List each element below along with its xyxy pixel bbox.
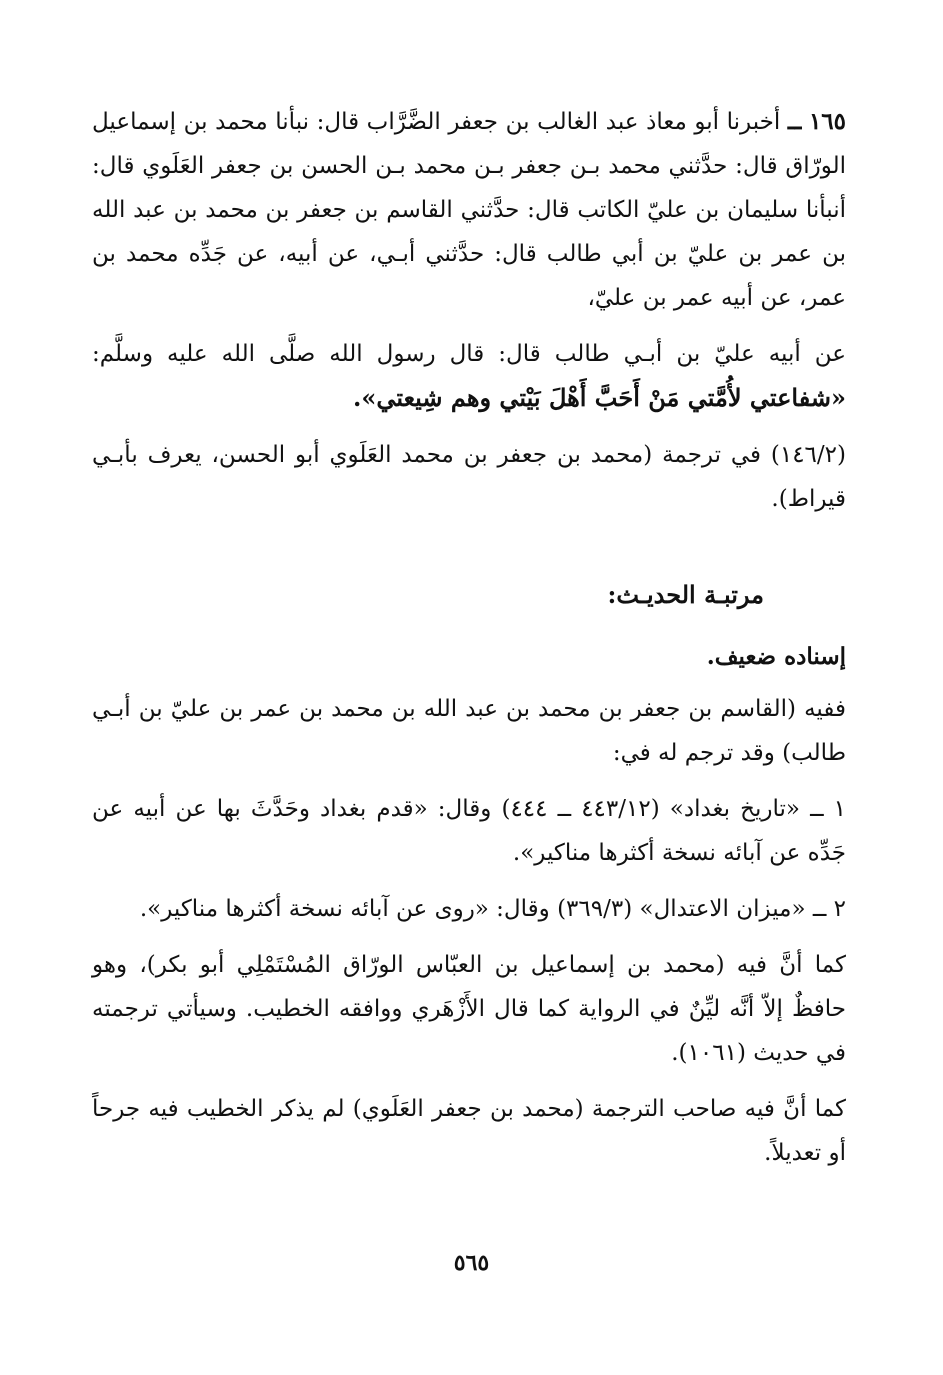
analysis-paragraph: كما أنَّ فيه (محمد بن إسماعيل بن العبّاس الورّاق المُسْتَمْلِي أبو بكر)، وهو حافظٌ إلاّ أنَّه ليِّنٌ في الرواية كما قال الأَزْهَري ووافقه الخطيب. وسيأتي ترجمته في حديث (١٠٦١). — [92, 952, 846, 1066]
hadith-chain-text: أخبرنا أبو معاذ عبد الغالب بن جعفر الضَّرَّاب قال: نبأنا محمد بن إسماعيل الورّاق قال: حدَّثني محمد بـن جعفر بـن محمد بـن الحسن بن جعفر العَلَوي قال: أنبأنا سليمان بن عليّ الكاتب قال: حدَّثني القاسم بن جعفر بن محمد بن عبد الله بن عمر بن عليّ بن أبي طالب قال: حدَّثني أبـي، عن أبيه، عن جَدِّه محمد بن عمر، عن أبيه عمر بن عليّ، — [92, 109, 846, 311]
hadith-grade: إسناده ضعيف. — [706, 643, 846, 670]
hadith-source-reference — [92, 433, 846, 521]
hadith-number: ١٦٥ — [808, 108, 846, 135]
hadith-matn-intro: عن أبيه عليّ بن أبـي طالب قال: قال رسول الله صلَّى الله عليه وسلَّم: — [92, 341, 846, 367]
source-reference-text: (١٤٦/٢) في ترجمة (محمد بن جعفر بن محمد العَلَوي أبو الحسن، يعرف بأبـي قيراط). — [92, 442, 846, 512]
hadith-matn-quote: «شفاعتي لأُمَّتي مَنْ أَحَبَّ أَهْلَ بَيْتي وهم شِيعتي». — [352, 383, 846, 412]
document-page — [92, 100, 846, 1300]
hadith-paragraph — [92, 100, 846, 320]
hadith-dash: ــ — [787, 108, 802, 135]
hadith-matn-paragraph — [92, 332, 846, 421]
page-number: ٥٦٥ — [453, 1250, 490, 1276]
analysis-paragraph: كما أنَّ فيه صاحب الترجمة (محمد بن جعفر العَلَوي) لم يذكر الخطيب فيه جرحاً أو تعديلاً. — [92, 1096, 846, 1166]
section-heading: مرتبـة الحديـث: — [607, 580, 764, 609]
analysis-paragraph: ففيه (القاسم بن جعفر بن محمد بن عبد الله بن محمد بن عمر بن عليّ بن أبـي طالب) وقد ترجم له في: — [92, 696, 846, 766]
analysis-item: ١ ــ «تاريخ بغداد» (٤٤٣/١٢ ــ ٤٤٤) وقال: «قدم بغداد وحَدَّثَ بها عن أبيه عن جَدِّه عن آبائه نسخة أكثرها مناكير». — [92, 796, 847, 866]
analysis-item: ٢ ــ «ميزان الاعتدال» (٣٦٩/٣) وقال: «روى عن آبائه نسخة أكثرها مناكير». — [139, 896, 846, 922]
